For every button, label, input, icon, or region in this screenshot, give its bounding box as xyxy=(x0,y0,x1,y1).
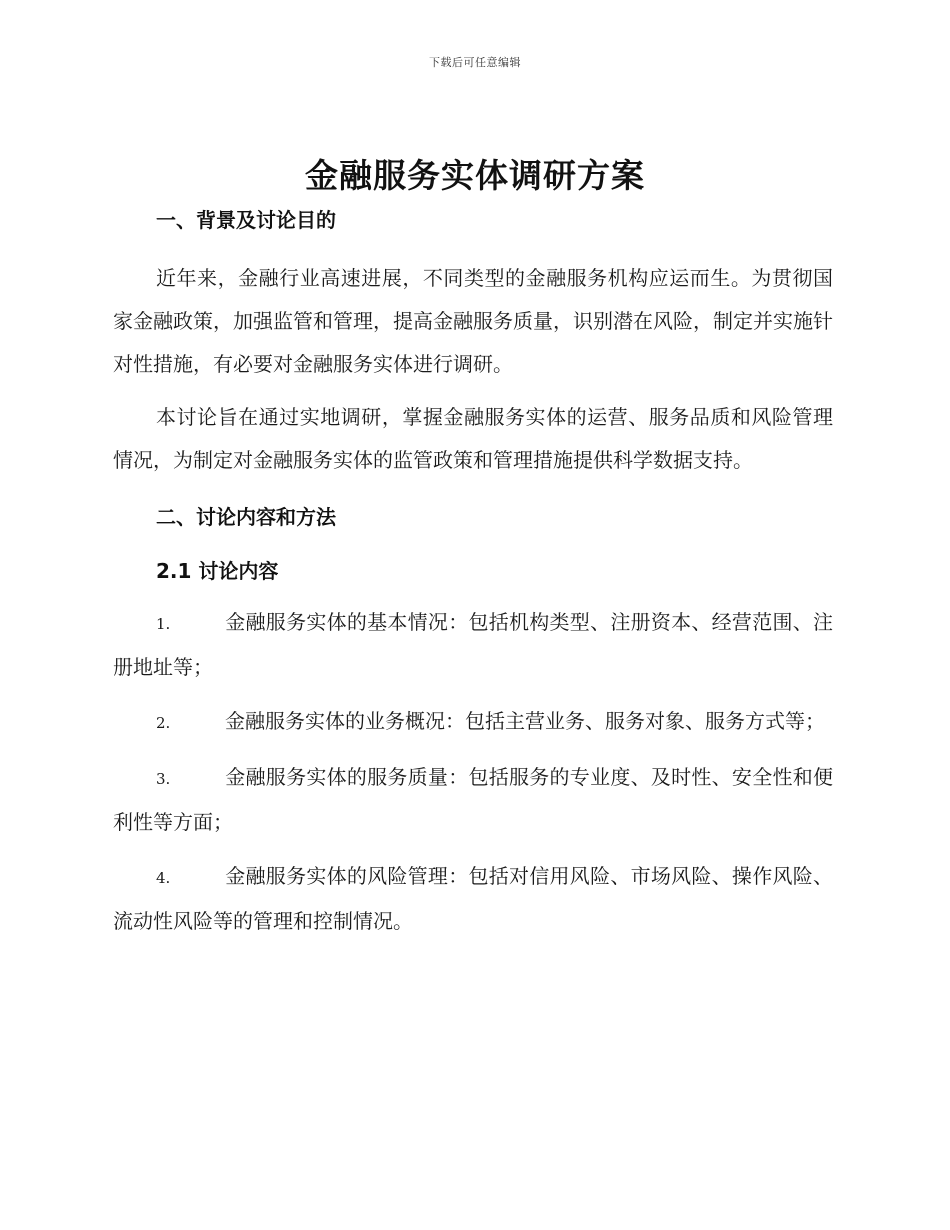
list-item-number: 2. xyxy=(156,714,171,732)
list-item-text: 金融服务实体的业务概况：包括主营业务、服务对象、服务方式等； xyxy=(225,709,825,733)
list-item xyxy=(113,855,833,943)
paragraph-purpose: 本讨论旨在通过实地调研，掌握金融服务实体的运营、服务品质和风险管理情况，为制定对金融服务实体的监管政策和管理措施提供科学数据支持。 xyxy=(113,405,833,472)
list-item-text: 金融服务实体的服务质量：包括服务的专业度、及时性、安全性和便利性等方面； xyxy=(113,765,833,834)
list-item xyxy=(113,601,833,689)
list-item-number: 4. xyxy=(156,869,171,887)
section-heading-background: 一、背景及讨论目的 xyxy=(156,208,336,232)
list-item-number: 1. xyxy=(156,615,171,633)
document-body xyxy=(113,203,833,943)
paragraph-background: 近年来，金融行业高速进展，不同类型的金融服务机构应运而生。为贯彻国家金融政策，加强监管和管理，提高金融服务质量，识别潜在风险，制定并实施针对性措施，有必要对金融服务实体进行调研。 xyxy=(113,266,833,376)
list-item-text: 金融服务实体的基本情况：包括机构类型、注册资本、经营范围、注册地址等； xyxy=(113,610,833,679)
header-note: 下载后可任意编辑 xyxy=(429,56,521,69)
subsection-heading-content: 2.1 讨论内容 xyxy=(156,559,279,583)
section-heading-content-method: 二、讨论内容和方法 xyxy=(156,505,336,529)
document-title: 金融服务实体调研方案 xyxy=(305,156,645,195)
list-item xyxy=(113,756,833,844)
list-item-number: 3. xyxy=(156,770,171,788)
list-item-text: 金融服务实体的风险管理：包括对信用风险、市场风险、操作风险、流动性风险等的管理和控制情况。 xyxy=(113,864,833,933)
list-item xyxy=(113,700,833,745)
